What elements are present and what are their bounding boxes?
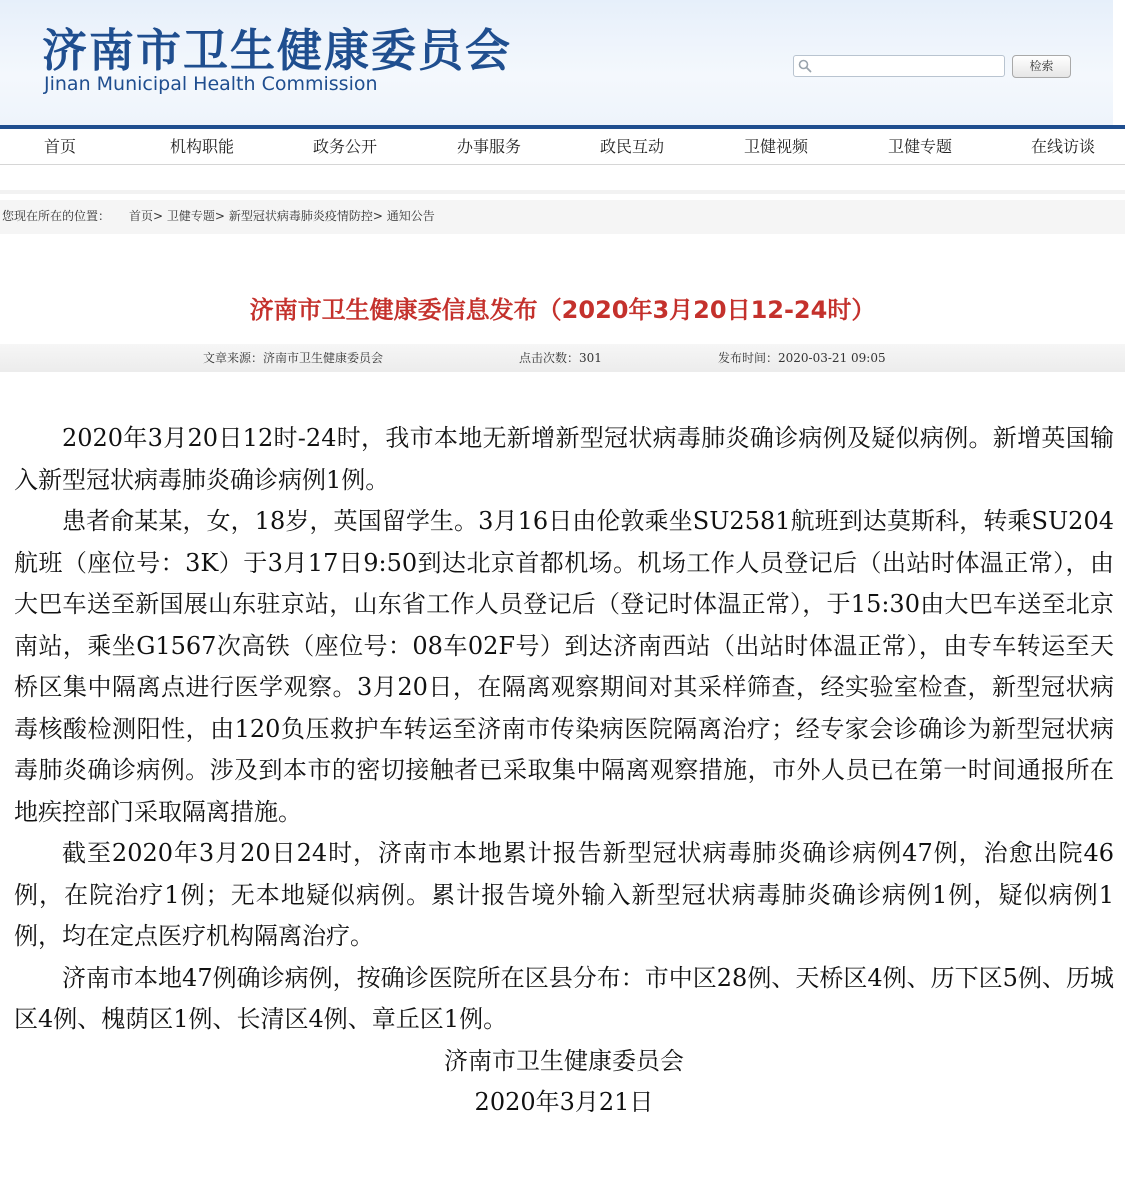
meta-clicks <box>519 344 602 372</box>
meta-published-value: 2020-03-21 09:05 <box>778 351 886 365</box>
meta-clicks-label: 点击次数： <box>519 351 580 365</box>
meta-published-label: 发布时间： <box>718 351 779 365</box>
main-nav <box>0 129 1125 165</box>
nav-item-interviews[interactable]: 在线访谈 <box>1031 137 1096 156</box>
article-title: 济南市卫生健康委信息发布（2020年3月20日12-24时） <box>249 296 876 324</box>
site-header <box>0 0 1113 125</box>
breadcrumb-separator: > <box>214 209 225 223</box>
nav-item-topics[interactable]: 卫健专题 <box>888 137 953 156</box>
search-icon <box>798 59 812 73</box>
nav-item-services[interactable]: 办事服务 <box>457 137 522 156</box>
search-input[interactable] <box>816 57 1001 75</box>
breadcrumb <box>0 200 1125 234</box>
breadcrumb-covid[interactable]: 新型冠状病毒肺炎疫情防控 <box>228 209 373 223</box>
nav-item-institutions[interactable]: 机构职能 <box>170 137 235 156</box>
article-paragraph: 2020年3月20日12时-24时，我市本地无新增新型冠状病毒肺炎确诊病例及疑似病例。新增英国输入新型冠状病毒肺炎确诊病例1例。 <box>14 424 1114 494</box>
nav-item-government-affairs[interactable]: 政务公开 <box>313 137 378 156</box>
meta-clicks-value: 301 <box>579 351 602 365</box>
meta-source-label: 文章来源： <box>203 351 264 365</box>
search-field[interactable] <box>793 55 1005 77</box>
meta-source <box>203 344 383 372</box>
article-date: 2020年3月21日 <box>474 1088 654 1116</box>
meta-source-value: 济南市卫生健康委员会 <box>263 351 384 365</box>
meta-published <box>718 344 886 372</box>
breadcrumb-separator: > <box>372 209 383 223</box>
nav-item-interaction[interactable]: 政民互动 <box>600 137 665 156</box>
breadcrumb-notices[interactable]: 通知公告 <box>386 209 435 223</box>
site-logo-subtitle: Jinan Municipal Health Commission <box>44 73 378 95</box>
article-signature: 济南市卫生健康委员会 <box>444 1046 684 1075</box>
breadcrumb-prefix: 您现在所在的位置： <box>2 209 111 223</box>
article-body <box>14 418 1114 1124</box>
article-paragraph: 济南市本地47例确诊病例，按确诊医院所在区县分布：市中区28例、天桥区4例、历下区5例、历城区4例、槐荫区1例、长清区4例、章丘区1例。 <box>14 963 1114 1033</box>
search-button[interactable]: 检索 <box>1012 55 1071 78</box>
divider-band <box>0 190 1125 194</box>
nav-item-videos[interactable]: 卫健视频 <box>744 137 809 156</box>
article-paragraph: 截至2020年3月20日24时，济南市本地累计报告新型冠状病毒肺炎确诊病例47例，治愈出院46例，在院治疗1例；无本地疑似病例。累计报告境外输入新型冠状病毒肺炎确诊病例1例，疑似病例1例，均在定点医疗机构隔离治疗。 <box>14 839 1114 950</box>
breadcrumb-home[interactable]: 首页 <box>129 209 154 223</box>
article-meta <box>0 344 1125 372</box>
site-logo-title[interactable]: 济南市卫生健康委员会 <box>42 24 513 77</box>
article-paragraph: 患者俞某某，女，18岁，英国留学生。3月16日由伦敦乘坐SU2581航班到达莫斯科，转乘SU204航班（座位号：3K）于3月17日9:50到达北京首都机场。机场工作人员登记后（出站时体温正常），由大巴车送至新国展山东驻京站，山东省工作人员登记后（登记时体温正常），于15:30由大巴车送至北京南站，乘坐G1567次高铁（座位号：08车02F号）到达济南西站（出站时体温正常），由专车转运至天桥区集中隔离点进行医学观察。3月20日，在隔离观察期间对其采样筛查，经实验室检查，新型冠状病毒核酸检测阳性，由120负压救护车转运至济南市传染病医院隔离治疗；经专家会诊确诊为新型冠状病毒肺炎确诊病例。涉及到本市的密切接触者已采取集中隔离观察措施，市外人员已在第一时间通报所在地疾控部门采取隔离措施。 <box>14 507 1114 826</box>
nav-item-home[interactable]: 首页 <box>44 137 77 156</box>
breadcrumb-separator: > <box>153 209 164 223</box>
breadcrumb-topics[interactable]: 卫健专题 <box>166 209 215 223</box>
